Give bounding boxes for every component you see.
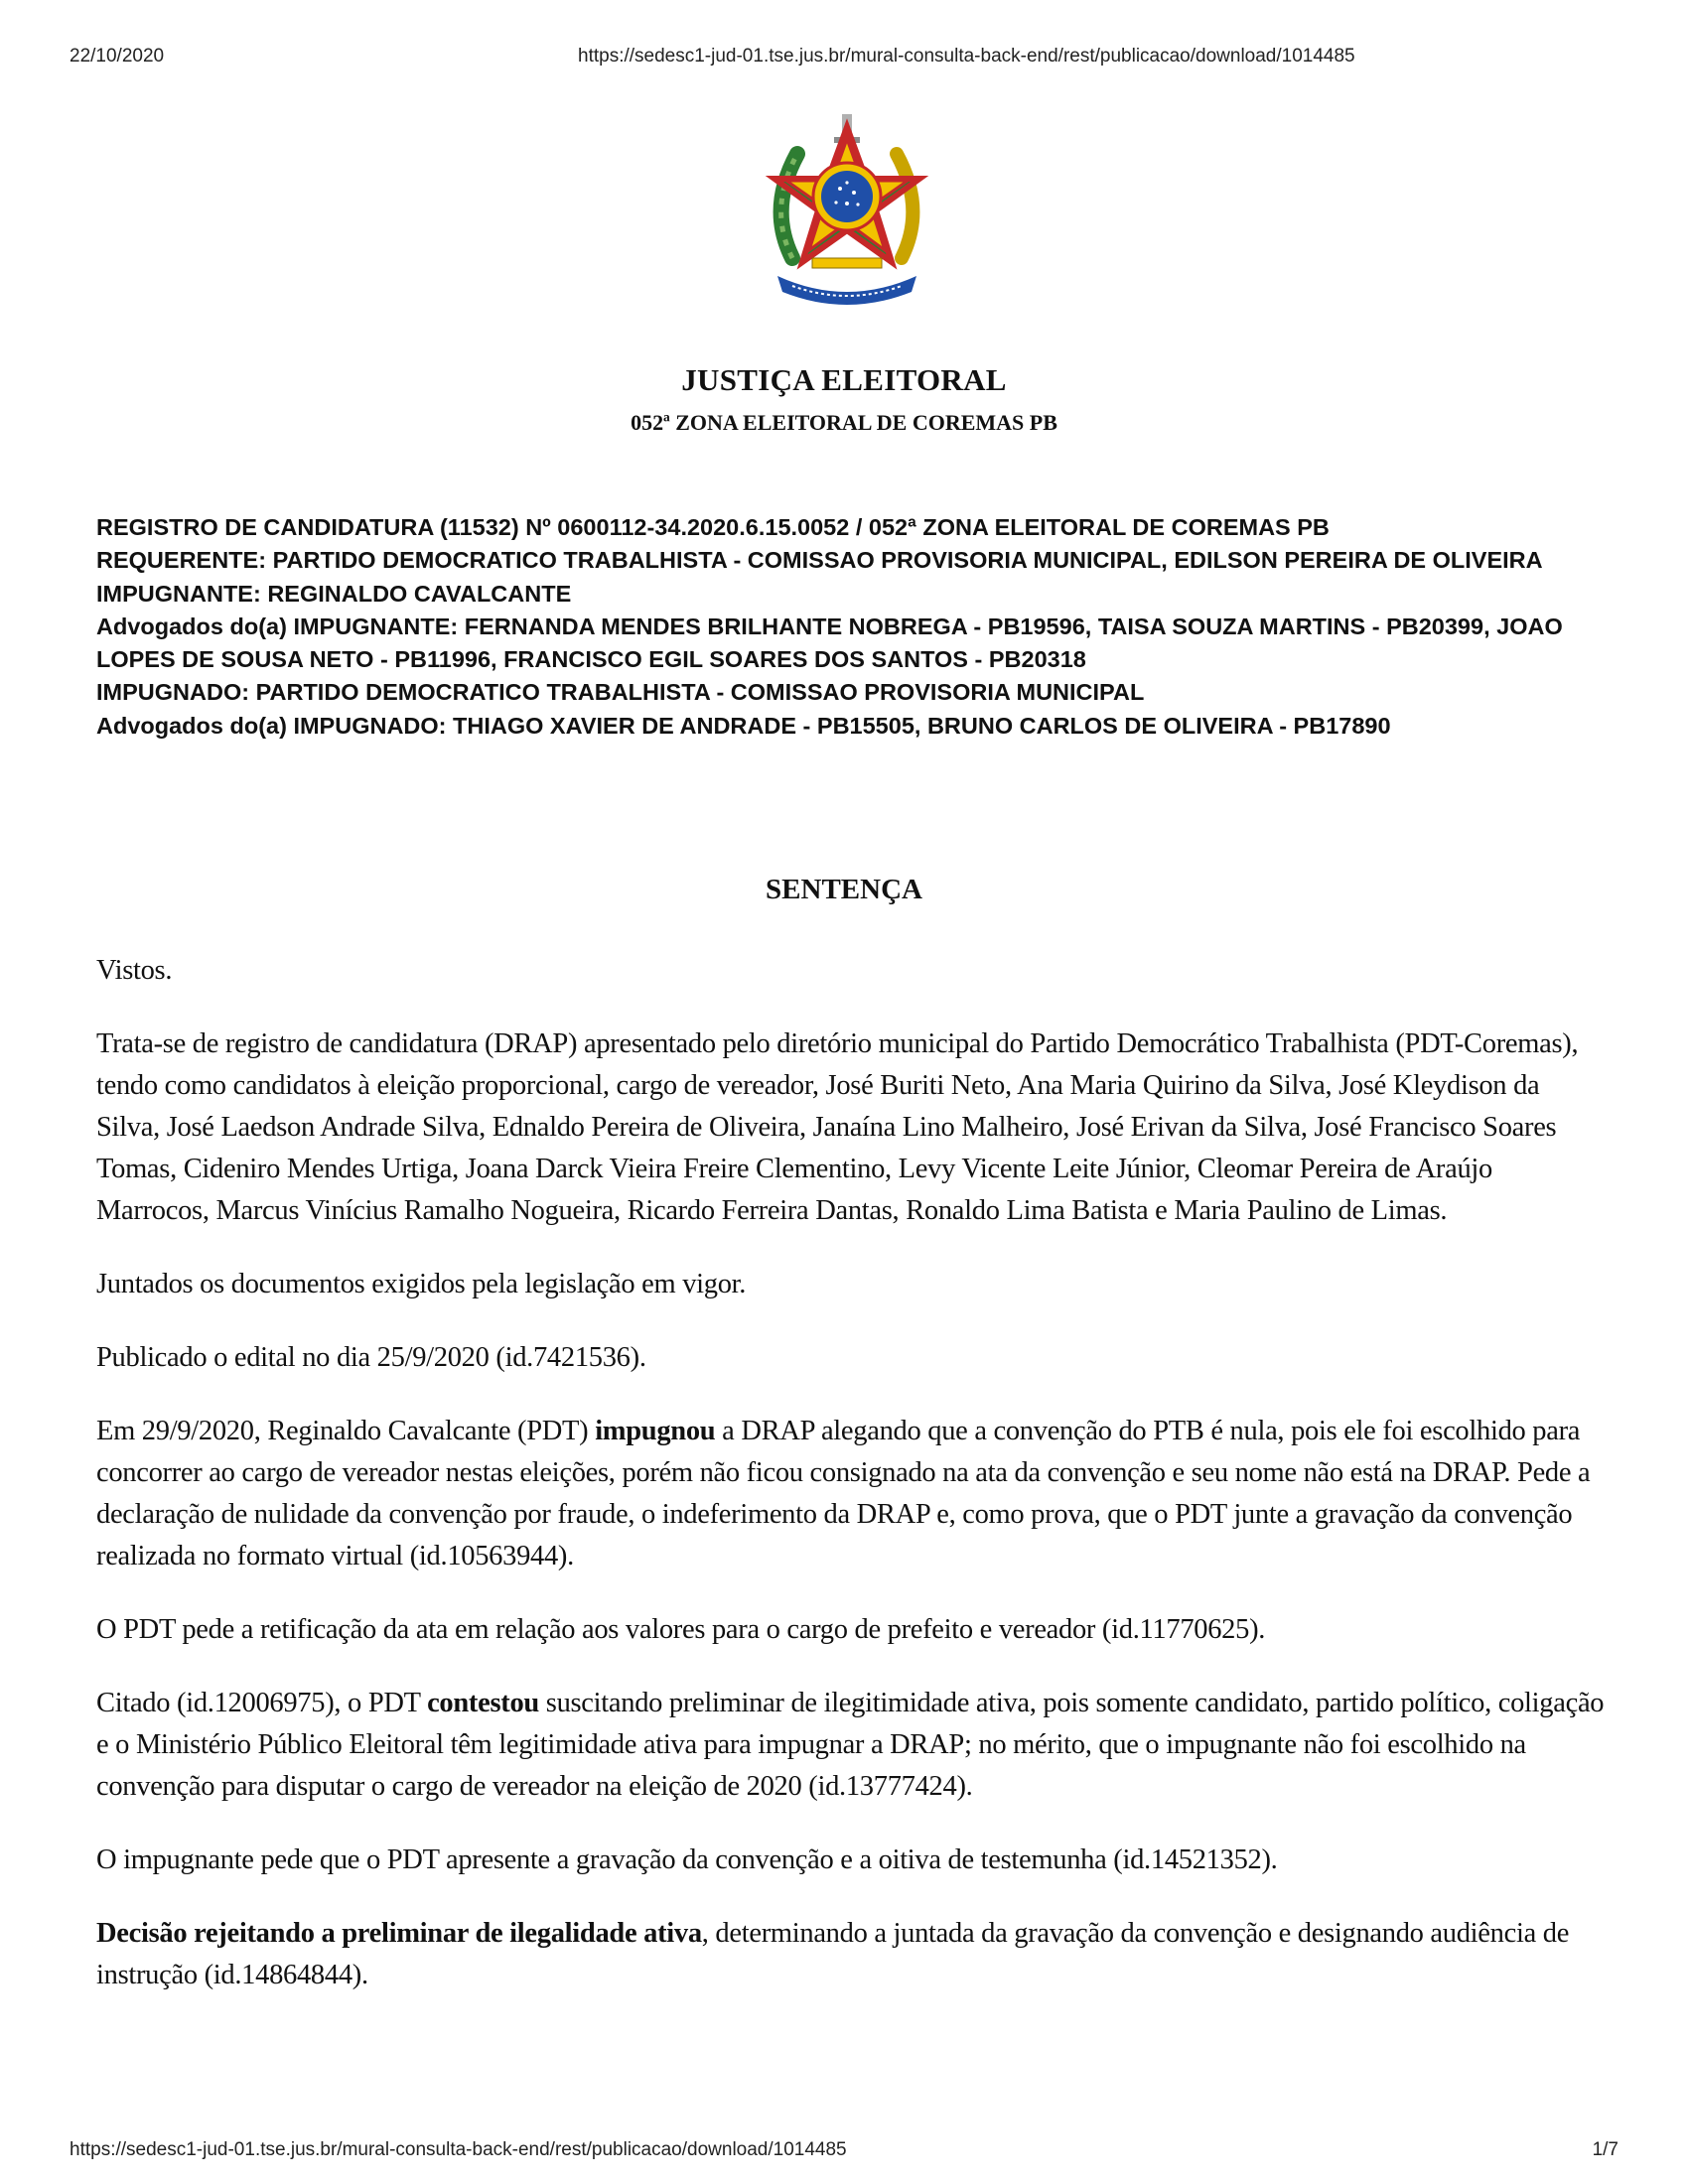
impugnante-lawyers-line: Advogados do(a) IMPUGNANTE: FERNANDA MENDES BRILHANTE NOBREGA - PB19596, TAISA SOUZA MARTINS - PB20399, JOAO LOPES DE SOUSA NETO - PB11996, FRANCISCO EGIL SOARES DOS SANTOS - PB20318	[96, 613, 1563, 673]
paragraph-text: Citado (id.12006975), o PDT	[96, 1688, 428, 1718]
paragraph: Juntados os documentos exigidos pela legislação em vigor.	[96, 1269, 747, 1299]
document-heading	[0, 362, 1688, 436]
court-name: JUSTIÇA ELEITORAL	[681, 362, 1007, 397]
page-number: 1/7	[1592, 2139, 1618, 2160]
electoral-zone: 052ª ZONA ELEITORAL DE COREMAS PB	[631, 410, 1057, 435]
paragraph: Trata-se de registro de candidatura (DRAP) apresentado pelo diretório municipal do Partido Democrático Trabalhista (PDT-Coremas), tendo como candidatos à eleição proporcional, cargo de vereador, José Buriti Neto, Ana Maria Quirino da Silva, José Kleydison da Silva, José Laedson Andrade Silva, Ednaldo Pereira de Oliveira, Janaína Lino Malheiro, José Erivan da Silva, José Francisco Soares Tomas, Cideniro Mendes Urtiga, Joana Darck Vieira Freire Clementino, Levy Vicente Leite Júnior, Cleomar Pereira de Araújo Marrocos, Marcus Vinícius Ramalho Nogueira, Ricardo Ferreira Dantas, Ronaldo Lima Batista e Maria Paulino de Limas.	[96, 1028, 1579, 1226]
brazil-coat-of-arms-icon	[763, 109, 931, 308]
print-date: 22/10/2020	[70, 46, 165, 67]
paragraph	[96, 1411, 1606, 1577]
paragraph: O PDT pede a retificação da ata em relação aos valores para o cargo de prefeito e vereador (id.11770625).	[96, 1614, 1266, 1645]
paragraph: Vistos.	[96, 955, 173, 986]
requerente-line: REQUERENTE: PARTIDO DEMOCRATICO TRABALHISTA - COMISSAO PROVISORIA MUNICIPAL, EDILSON PEREIRA DE OLIVEIRA	[96, 547, 1543, 574]
impugnado-lawyers-line: Advogados do(a) IMPUGNADO: THIAGO XAVIER DE ANDRADE - PB15505, BRUNO CARLOS DE OLIVEIRA - PB17890	[96, 712, 1391, 739]
paragraph-text: a DRAP alegando que a convenção do PTB é nula, pois ele foi escolhido para concorrer ao cargo de vereador nestas eleições, porém não ficou consignado na ata da convenção e seu nome não está na DRAP. Pede a declaração de nulidade da convenção por fraude, o indeferimento da DRAP e, como prova, que o PDT junte a gravação da convenção realizada no formato virtual (id.10563944).	[96, 1416, 1591, 1571]
impugnado-line: IMPUGNADO: PARTIDO DEMOCRATICO TRABALHISTA - COMISSAO PROVISORIA MUNICIPAL	[96, 679, 1145, 706]
print-header	[70, 46, 1618, 71]
sentence-body	[96, 950, 1606, 2028]
bold-term: Decisão rejeitando a preliminar de ilegalidade ativa	[96, 1918, 702, 1949]
paragraph-text: , determinando a juntada da gravação da convenção e designando audiência de instrução (id.14864844).	[96, 1918, 1570, 1990]
paragraph	[96, 1913, 1606, 1996]
print-url: https://sedesc1-jud-01.tse.jus.br/mural-consulta-back-end/rest/publicacao/download/1014485	[578, 46, 1355, 67]
footer-url: https://sedesc1-jud-01.tse.jus.br/mural-consulta-back-end/rest/publicacao/download/1014485	[70, 2139, 847, 2160]
sentence-title: SENTENÇA	[766, 874, 922, 905]
paragraph: Publicado o edital no dia 25/9/2020 (id.7421536).	[96, 1342, 646, 1373]
bold-term: contestou	[427, 1688, 539, 1718]
print-footer	[70, 2139, 1618, 2165]
impugnante-line: IMPUGNANTE: REGINALDO CAVALCANTE	[96, 580, 572, 607]
paragraph: O impugnante pede que o PDT apresente a gravação da convenção e a oitiva de testemunha (id.14521352).	[96, 1844, 1278, 1875]
bold-term: impugnou	[595, 1416, 716, 1446]
paragraph-text: suscitando preliminar de ilegitimidade ativa, pois somente candidato, partido político, coligação e o Ministério Público Eleitoral têm legitimidade ativa para impugnar a DRAP; no mérito, que o impugnante não foi escolhido na convenção para disputar o cargo de vereador na eleição de 2020 (id.13777424).	[96, 1688, 1605, 1802]
case-number-line: REGISTRO DE CANDIDATURA (11532) Nº 0600112-34.2020.6.15.0052 / 052ª ZONA ELEITORAL DE COREMAS PB	[96, 514, 1330, 540]
paragraph-text: Em 29/9/2020, Reginaldo Cavalcante (PDT)	[96, 1416, 596, 1446]
case-info	[96, 511, 1606, 743]
paragraph	[96, 1683, 1606, 1808]
